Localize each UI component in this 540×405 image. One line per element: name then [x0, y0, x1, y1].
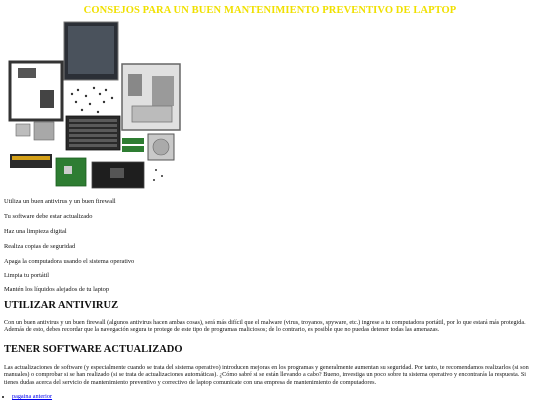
page-title: CONSEJOS PARA UN BUEN MANTENIMIENTO PREVENTIVO DE LAPTOP [83, 5, 457, 16]
section-heading-antivirus: UTILIZAR ANTIVIRUZ [4, 300, 119, 311]
section-body-antivirus: Con un buen antivirus y un buen firewall (algunos antivirus hacen ambas cosas), será más difícil que el malware (virus, troyanos, spyware, etc.) ingrese a tu computadora portátil, por lo que estará más protegida. Además de esto, debes recordar que la navegación segura te protege de este tipo de programas maliciosos; de lo contrario, es posible que no puedas detener todas las amenazas. [4, 319, 526, 334]
page-content [4, 0, 536, 400]
section-heading-software: TENER SOFTWARE ACTUALIZADO [4, 344, 183, 355]
previous-page-link[interactable]: pagaina anterior [12, 393, 53, 400]
tip-item: Limpia tu portátil [4, 272, 50, 279]
tip-item: Apaga la computadora usando el sistema operativo [4, 258, 135, 265]
pagination-nav [4, 393, 52, 400]
section-body-software: Las actualizaciones de software (y especialmente cuando se trata del sistema operativo) introducen mejoras en los programas y generalmente aumentan su seguridad. Por tanto, te recomendamos realizarlos (si son manuales) o comprobar si se han realizado (si se trata de actualizaciones automáticas). ¿Cómo sabré si se están llevando a cabo? Bueno, investiga un poco sobre tu sistema operativo y encontrarás la respuesta. Si tienes dudas acerca del servicio de mantenimiento preventivo y correctivo de laptop comunicate con una empresa de mantenimiento de computadores. [4, 364, 529, 386]
tip-item: Utiliza un buen antivirus y un buen firewall [4, 198, 116, 205]
nav-item [12, 393, 52, 400]
tip-item: Tu software debe estar actualizado [4, 213, 93, 220]
laptop-disassembled-photo [6, 20, 190, 190]
tip-item: Realiza copias de seguridad [4, 243, 76, 250]
tip-item: Mantén los líquidos alejados de tu laptop [4, 286, 110, 293]
tip-item: Haz una limpieza digital [4, 228, 67, 235]
